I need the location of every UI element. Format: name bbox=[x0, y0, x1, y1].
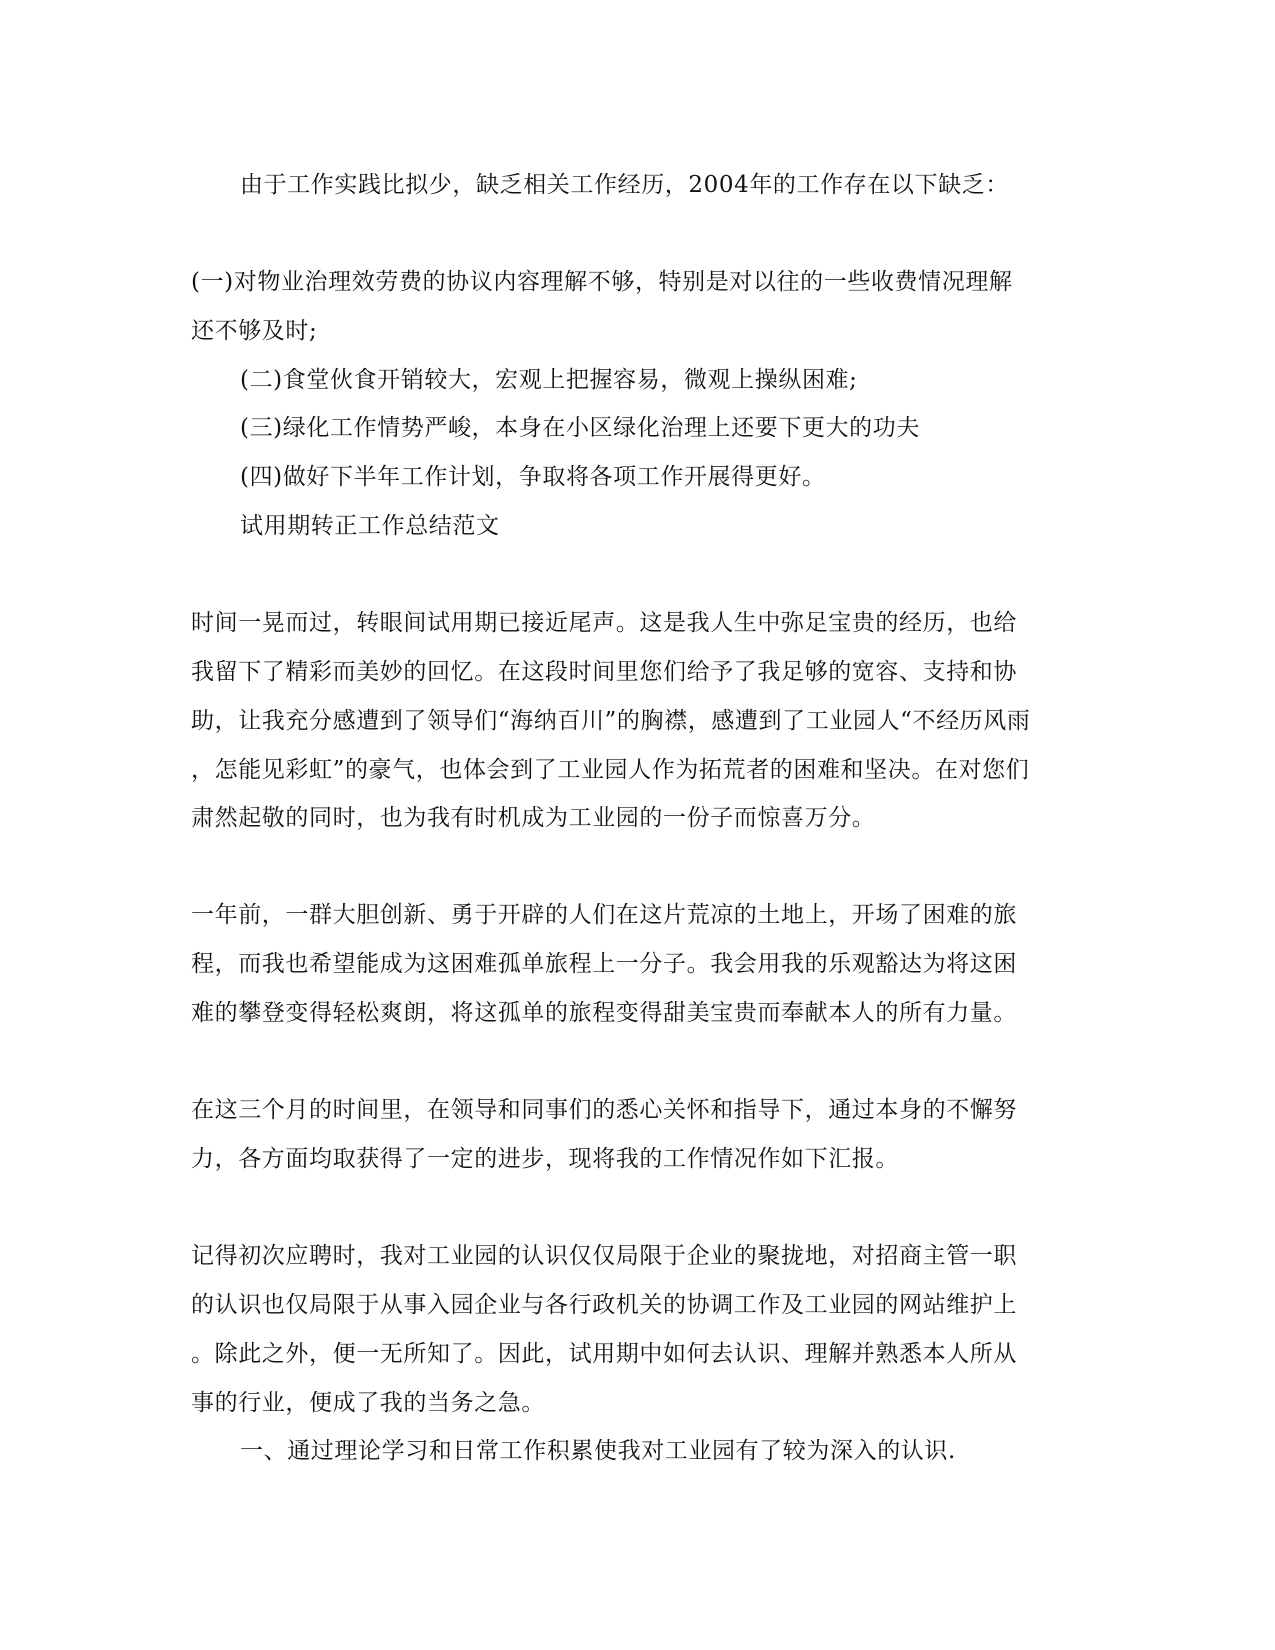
paragraph-line: 的认识也仅局限于从事入园企业与各行政机关的协调工作及工业园的网站维护上 bbox=[191, 1292, 1017, 1318]
paragraph-line: 力，各方面均取获得了一定的进步，现将我的工作情况作如下汇报。 bbox=[191, 1146, 899, 1172]
subsection-heading: 一、通过理论学习和日常工作积累使我对工业园有了较为深入的认识. bbox=[240, 1438, 956, 1464]
paragraph-line: 肃然起敬的同时，也为我有时机成为工业园的一份子而惊喜万分。 bbox=[191, 805, 876, 831]
paragraph-line: 时间一晃而过，转眼间试用期已接近尾声。这是我人生中弥足宝贵的经历，也给 bbox=[191, 610, 1017, 636]
paragraph-line: 记得初次应聘时，我对工业园的认识仅仅局限于企业的聚拢地，对招商主管一职 bbox=[191, 1243, 1017, 1269]
text-line-item-1-cont: 还不够及时; bbox=[191, 318, 318, 344]
text-line-item-2: (二)食堂伙食开销较大，宏观上把握容易，微观上操纵困难; bbox=[240, 367, 858, 393]
paragraph-line: 程，而我也希望能成为这困难孤单旅程上一分子。我会用我的乐观豁达为将这困 bbox=[191, 951, 1017, 977]
paragraph-line: 在这三个月的时间里，在领导和同事们的悉心关怀和指导下，通过本身的不懈努 bbox=[191, 1097, 1017, 1123]
text-line-item-4: (四)做好下半年工作计划，争取将各项工作开展得更好。 bbox=[240, 464, 826, 490]
section-heading: 试用期转正工作总结范文 bbox=[240, 513, 500, 539]
text-line-intro: 由于工作实践比拟少，缺乏相关工作经历，2004年的工作存在以下缺乏： bbox=[240, 172, 1009, 198]
paragraph-line: 事的行业，便成了我的当务之急。 bbox=[191, 1390, 545, 1416]
paragraph-line: 一年前，一群大胆创新、勇于开辟的人们在这片荒凉的土地上，开场了困难的旅 bbox=[191, 902, 1017, 928]
paragraph-line: 我留下了精彩而美妙的回忆。在这段时间里您们给予了我足够的宽容、支持和协 bbox=[191, 659, 1017, 685]
text-line-item-1: (一)对物业治理效劳费的协议内容理解不够，特别是对以往的一些收费情况理解 bbox=[191, 269, 1013, 295]
paragraph-line: 。除此之外，便一无所知了。因此，试用期中如何去认识、理解并熟悉本人所从 bbox=[191, 1341, 1017, 1367]
paragraph-line: ，怎能见彩虹”的豪气，也体会到了工业园人作为拓荒者的困难和坚决。在对您们 bbox=[191, 757, 1030, 783]
paragraph-line: 难的攀登变得轻松爽朗，将这孤单的旅程变得甜美宝贵而奉献本人的所有力量。 bbox=[191, 1000, 1017, 1026]
paragraph-line: 助，让我充分感遭到了领导们“海纳百川”的胸襟，感遭到了工业园人“不经历风雨 bbox=[191, 708, 1031, 734]
text-line-item-3: (三)绿化工作情势严峻，本身在小区绿化治理上还要下更大的功夫 bbox=[240, 415, 920, 441]
